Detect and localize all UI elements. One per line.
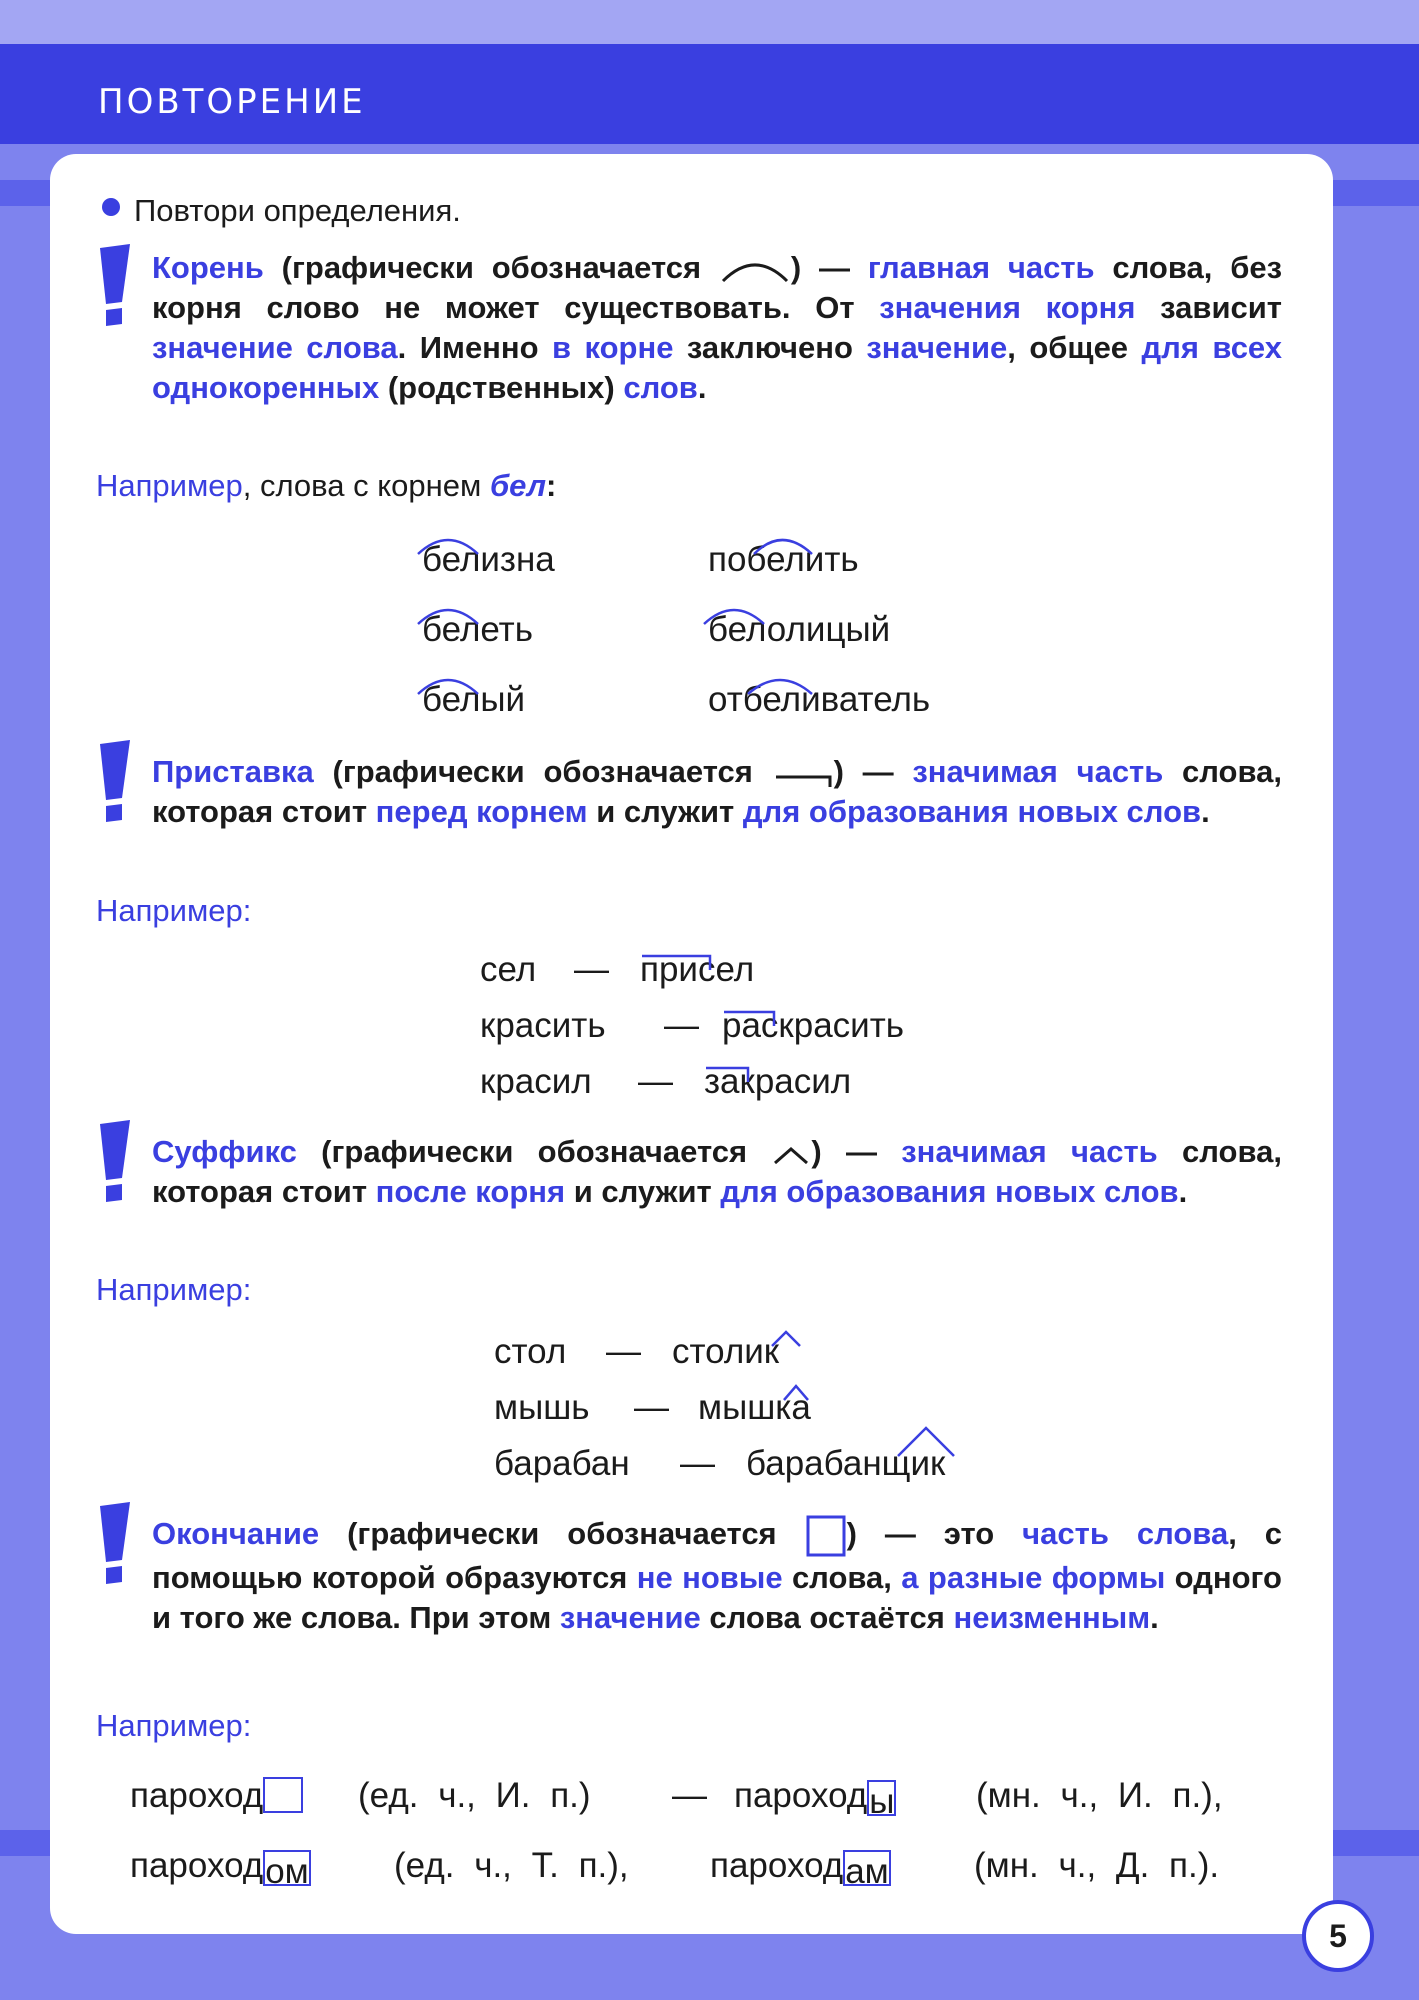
- highlight: слов: [623, 370, 698, 405]
- text: ) — это: [846, 1516, 1023, 1552]
- example-label: Например:: [96, 1272, 252, 1307]
- example-word: красил: [480, 1062, 592, 1101]
- text: ) —: [790, 250, 868, 285]
- example-label: Например: [96, 468, 243, 503]
- ending-definition: [152, 1514, 1282, 1638]
- example-word: сел: [480, 950, 537, 989]
- intro-text: Повтори определения.: [134, 193, 461, 228]
- term-suffix: Суффикс: [152, 1134, 297, 1169]
- example-word: стол: [494, 1332, 567, 1371]
- text: слова, без корня слово не может существовать. От: [152, 250, 1282, 325]
- highlight: для образования новых слов: [742, 794, 1202, 829]
- highlight: в корне: [552, 330, 674, 365]
- highlight: после корня: [375, 1174, 566, 1209]
- highlight: главная часть: [867, 250, 1095, 285]
- ending-box: ам: [845, 1852, 889, 1891]
- example-word: пароход: [130, 1846, 264, 1885]
- text: . Именно: [397, 330, 553, 365]
- ending-box: ы: [869, 1782, 895, 1821]
- text: .: [697, 370, 707, 405]
- dash: —: [664, 1006, 699, 1045]
- example-word: барабанщик: [746, 1444, 946, 1483]
- highlight: значение: [866, 330, 1008, 365]
- example-word: красить: [480, 1006, 606, 1045]
- example-label: Например:: [96, 1708, 252, 1743]
- example-line: [734, 1776, 896, 1821]
- example-word: белолицый: [708, 610, 891, 649]
- text: слова,: [782, 1560, 902, 1595]
- dash: —: [574, 950, 609, 989]
- term-ending: Окончание: [152, 1516, 320, 1552]
- text: (графически обозначается: [319, 1516, 805, 1552]
- left-stripe-bottom: [0, 1830, 50, 1856]
- dash: —: [638, 1062, 673, 1101]
- text: зависит: [1135, 290, 1282, 325]
- text: ) —: [833, 754, 913, 789]
- example-line: [130, 1776, 303, 1816]
- term-root: Корень: [152, 250, 264, 285]
- example-word: пароход: [710, 1846, 844, 1885]
- example-word: столик: [672, 1332, 780, 1371]
- text: , слова с корнем: [242, 468, 490, 503]
- example-word: белый: [422, 680, 526, 719]
- text: .: [1178, 1174, 1188, 1209]
- highlight: значимая часть: [912, 754, 1164, 789]
- text: .: [1150, 1600, 1159, 1635]
- text: и служит: [565, 1174, 721, 1209]
- exclamation-icon: [96, 1502, 132, 1588]
- highlight: для образования новых слов: [720, 1174, 1179, 1209]
- example-word: пароход: [130, 1776, 264, 1815]
- highlight: значимая часть: [901, 1134, 1158, 1169]
- highlight: перед корнем: [375, 794, 588, 829]
- example-root: бел: [489, 468, 547, 503]
- dash: —: [680, 1444, 715, 1483]
- dash: —: [606, 1332, 641, 1371]
- example-word: присел: [640, 950, 755, 989]
- grammar-note: (мн. ч., Д. п.).: [974, 1846, 1220, 1885]
- text: слова, которая стоит: [152, 1134, 1282, 1209]
- text: (родственных): [379, 370, 624, 405]
- example-word: закрасил: [704, 1062, 852, 1101]
- example-word: мышка: [698, 1388, 811, 1427]
- example-word: пароход: [734, 1776, 868, 1815]
- ending-box: ом: [265, 1852, 309, 1891]
- text: .: [1201, 794, 1210, 829]
- highlight: неизменным: [953, 1600, 1151, 1635]
- grammar-note: (ед. ч., И. п.): [358, 1776, 591, 1815]
- example-word: белеть: [422, 610, 533, 649]
- text: одного и того же слова. При этом: [152, 1560, 1282, 1635]
- text: слова, которая стоит: [152, 754, 1282, 829]
- text: , общее: [1007, 330, 1142, 365]
- dash: —: [634, 1388, 669, 1427]
- highlight: а разные формы: [901, 1560, 1166, 1595]
- highlight: часть слова: [1022, 1516, 1229, 1552]
- text: (графически обозначается: [263, 250, 719, 285]
- example-word: раскрасить: [722, 1006, 904, 1045]
- text: :: [546, 468, 557, 503]
- right-stripe-bottom: [1333, 1830, 1419, 1856]
- text: слова остаётся: [700, 1600, 954, 1635]
- highlight: значение слова: [152, 330, 398, 365]
- grammar-note: (мн. ч., И. п.),: [976, 1776, 1223, 1815]
- example-word: отбеливатель: [708, 680, 931, 719]
- example-line: [130, 1846, 311, 1891]
- highlight: значение: [559, 1600, 701, 1635]
- example-word: мышь: [494, 1388, 590, 1427]
- example-word: побелить: [708, 540, 859, 579]
- ending-symbol-icon: [805, 1514, 847, 1558]
- text: (графически обозначается: [313, 754, 772, 789]
- text: (графически обозначается: [296, 1134, 772, 1169]
- highlight: не новые: [636, 1560, 783, 1595]
- example-label: Например:: [96, 893, 252, 928]
- text: и служит: [587, 794, 743, 829]
- grammar-note: (ед. ч., Т. п.),: [394, 1846, 629, 1885]
- highlight: значения корня: [879, 290, 1136, 325]
- term-prefix: Приставка: [152, 754, 314, 789]
- highlight: для всех однокоренных: [152, 330, 1283, 405]
- text: заключено: [673, 330, 867, 365]
- page-number: 5: [1302, 1900, 1374, 1972]
- example-line: [710, 1846, 891, 1891]
- text: ) —: [811, 1134, 902, 1169]
- example-word: барабан: [494, 1444, 630, 1483]
- page-title: ПОВТОРЕНИЕ: [98, 82, 366, 122]
- dash: —: [672, 1776, 707, 1815]
- empty-ending-box: [263, 1777, 303, 1813]
- example-word: белизна: [422, 540, 555, 579]
- text: , с помощью которой образуются: [152, 1516, 1282, 1595]
